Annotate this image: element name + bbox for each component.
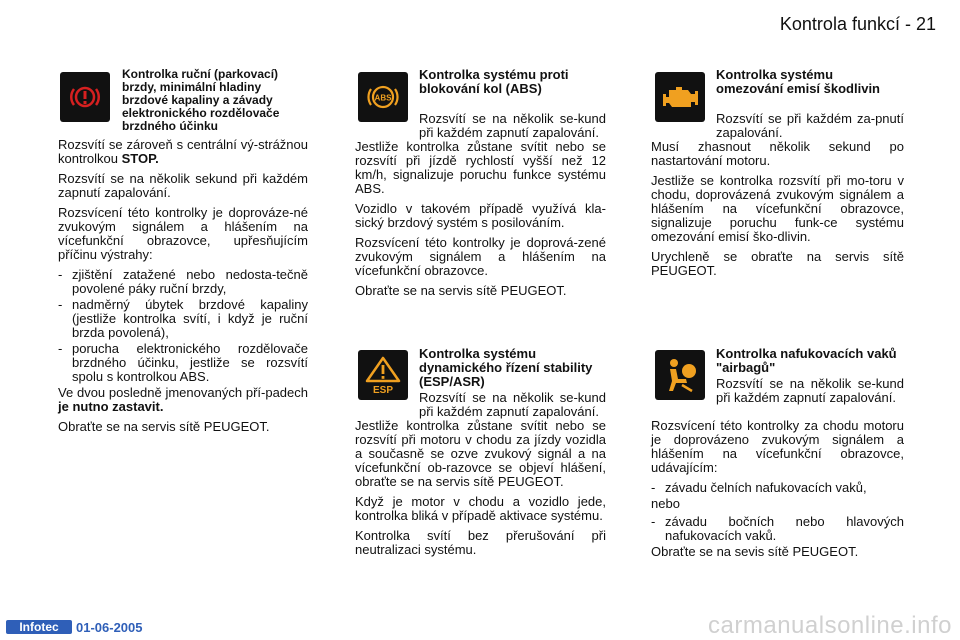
airbag-or: nebo <box>651 496 680 511</box>
abs-title: Kontrolka systému proti blokování kol (ABS) <box>419 67 569 96</box>
abs-lead: Rozsvítí se na několik se-kund při každém zapnutí zapalování. <box>419 111 606 140</box>
abs-paragraph-4: Obraťte se na servis sítě PEUGEOT. <box>355 283 567 298</box>
airbag-paragraph-2: Obraťte se na sevis sítě PEUGEOT. <box>651 544 859 559</box>
emission-title: Kontrolka systému omezování emisí škodlivin <box>716 67 880 96</box>
esp-lead: Rozsvítí se na několik se-kund při každém zapnutí zapalování. <box>419 390 606 419</box>
footer-date: 01-06-2005 <box>76 620 143 635</box>
brake-paragraph-5: Obraťte se na servis sítě PEUGEOT. <box>58 419 270 434</box>
emission-paragraph-3: Urychleně se obraťte na servis sítě PEUGEOT. <box>651 249 904 278</box>
esp-warning-icon <box>363 355 403 395</box>
esp-warning-lamp <box>358 350 408 400</box>
emission-paragraph-2: Jestliže se kontrolka rozsvítí při mo-toru v chodu, doprovázená zvukovým signálem a hlášením na vícefunkční obrazovce, signalizuje poruchu funk-ce systému omezování emisí ško-dlivin. <box>651 173 904 244</box>
brake-paragraph-1: Rozsvítí se zároveň s centrální vý-strážnou kontrolkou STOP. <box>58 137 308 166</box>
brake-warning-lamp <box>60 72 110 122</box>
emission-warning-lamp <box>655 72 705 122</box>
brake-paragraph-3: Rozsvícení této kontrolky je doprováze-né zvukovým signálem a hlášením na vícefunkční obrazovce, upřesňujícím příčinu výstrahy: <box>58 205 308 262</box>
abs-warning-icon <box>365 80 401 114</box>
esp-paragraph-2: Když je motor v chodu a vozidlo jede, kontrolka bliká v případě aktivace systému. <box>355 494 606 523</box>
esp-body <box>355 419 606 563</box>
airbag-warning-lamp <box>655 350 705 400</box>
list-item: - porucha elektronického rozdělovače brzdného účinku, jestliže se rozsvítí spolu s kontrolkou ABS. <box>58 341 308 384</box>
engine-emission-warning-icon <box>660 82 700 112</box>
list-item: - závadu čelních nafukovacích vaků, <box>651 480 867 495</box>
parking-brake-warning-icon <box>68 80 102 114</box>
esp-paragraph-1: Jestliže kontrolka zůstane svítit nebo se rozsvítí při motoru v chodu za jízdy vozidla a současně se ozve zvukový signál a na vícefunkční ob-razovce se objeví hlášení, obraťte se na servis sítě PEUGEOT. <box>355 418 606 489</box>
list-item: - nadměrný úbytek brzdové kapaliny (jestliže kontrolka svítí, i když je ruční brzda povolená), <box>58 297 308 340</box>
page-title: Kontrola funkcí - 21 <box>779 14 936 34</box>
emission-body <box>651 140 904 284</box>
airbag-title: Kontrolka nafukovacích vaků "airbagů" <box>716 346 897 375</box>
brake-title: Kontrolka ruční (parkovací) brzdy, minimální hladiny brzdové kapaliny a závady elektronického rozdělovače brzdného účinku <box>122 67 280 133</box>
emission-paragraph-1: Musí zhasnout několik sekund po nastartování motoru. <box>651 139 904 168</box>
list-item: - závadu bočních nebo hlavových nafukovacích vaků. <box>651 514 904 543</box>
esp-paragraph-3: Kontrolka svítí bez přerušování při neutralizaci systému. <box>355 528 606 557</box>
airbag-warning-icon <box>660 355 700 395</box>
abs-paragraph-2: Vozidlo v takovém případě využívá kla-sický brzdový systém s posilováním. <box>355 201 606 230</box>
emission-lead: Rozsvítí se při každém za-pnutí zapalování. <box>716 111 904 140</box>
svg-text:ABS: ABS <box>374 93 392 103</box>
esp-title: Kontrolka systému dynamického řízení stability (ESP/ASR) <box>419 346 593 389</box>
airbag-lead: Rozsvítí se na několik se-kund při každém zapnutí zapalování. <box>716 376 904 405</box>
brake-paragraph-4: Ve dvou posledně jmenovaných pří-padech je nutno zastavit. <box>58 385 308 414</box>
brake-paragraph-2: Rozsvítí se na několik sekund při každém zapnutí zapalování. <box>58 171 308 200</box>
abs-body <box>355 140 606 304</box>
brake-body <box>58 138 308 440</box>
abs-paragraph-3: Rozsvícení této kontrolky je doprová-zené zvukovým signálem a hlášením na vícefunkční obrazovce. <box>355 235 606 278</box>
abs-paragraph-1: Jestliže kontrolka zůstane svítit nebo se rozsvítí při jízdě rychlostí vyšší než 12 km/h, signalizuje poruchu funkce systému ABS. <box>355 139 606 196</box>
watermark: carmanualsonline.info <box>708 612 952 639</box>
airbag-paragraph-1: Rozsvícení této kontrolky za chodu motoru je doprovázeno zvukovým signálem a hlášením na vícefunkční obrazovce, udávajícím: <box>651 418 904 475</box>
list-item: - zjištění zatažené nebo nedosta-tečně povolené páky ruční brzdy, <box>58 267 308 296</box>
infotec-logo: Infotec <box>6 620 72 634</box>
abs-warning-lamp <box>358 72 408 122</box>
airbag-body <box>651 419 904 565</box>
svg-text:ESP: ESP <box>372 385 394 395</box>
